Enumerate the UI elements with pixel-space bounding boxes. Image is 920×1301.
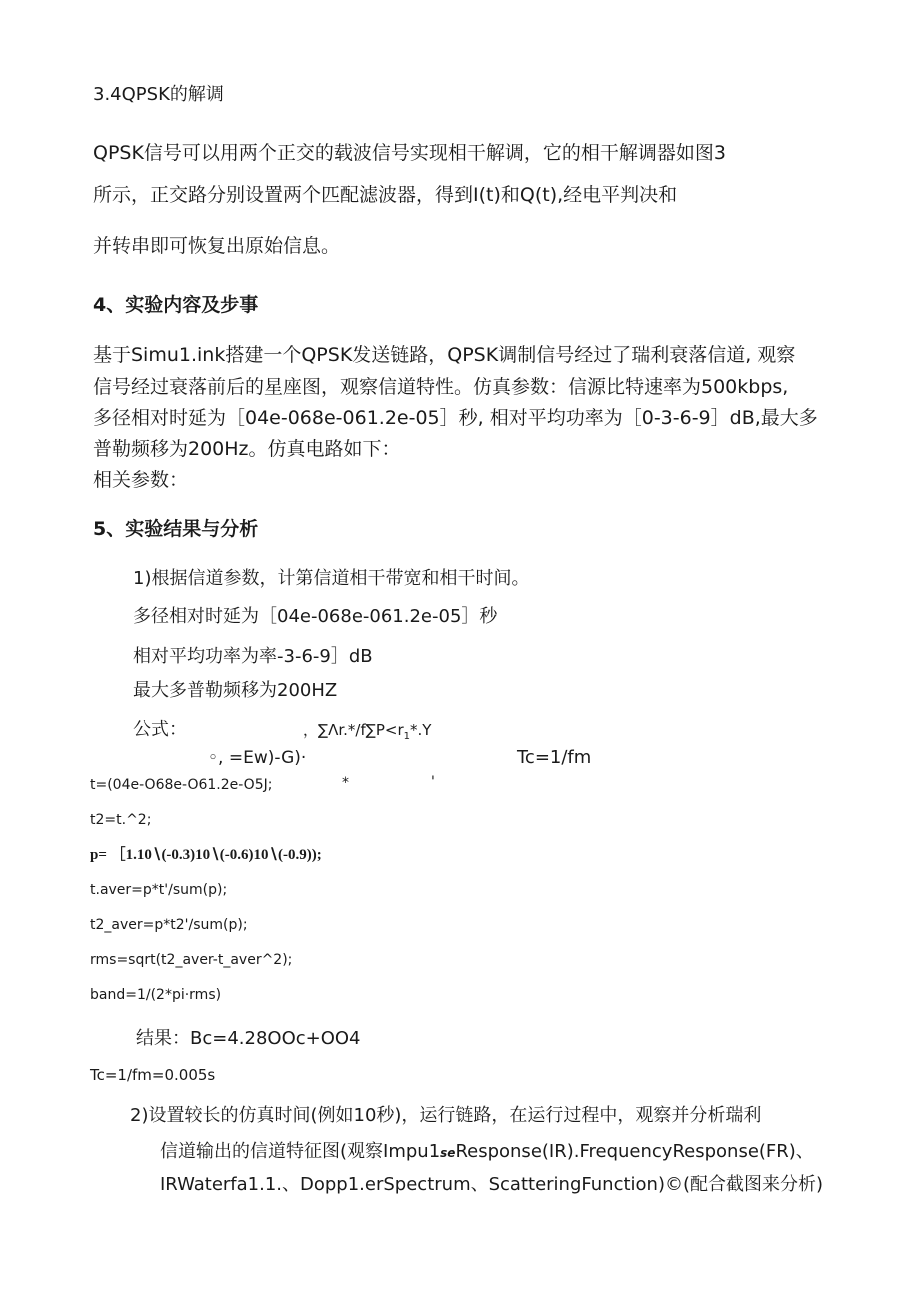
code-mark-star: *: [342, 775, 349, 791]
section-4-heading: 4、实验内容及步事: [93, 294, 259, 316]
code-mark-quote: ': [431, 774, 435, 790]
section-3-4-heading: 3.4QPSK的解调: [93, 84, 224, 105]
param-delay: 多径相对时延为［04e-068e-061.2e-05］秒: [133, 606, 498, 627]
section-4-para-line-5: 相关参数：: [93, 469, 189, 491]
item-2-line-2-tail: Response(IR).FrequencyResponse(FR)、: [455, 1141, 814, 1162]
section-3-4-para-line-3: 并转串即可恢复出原始信息。: [93, 235, 341, 257]
formula-c: Tc=1∕fm: [517, 747, 592, 768]
code-line-2: t2=t.^2;: [90, 812, 152, 828]
item-1-title: 1)根据信道参数，计第信道相干带宽和相干时间。: [133, 568, 530, 589]
param-power: 相对平均功率为率-3-6-9］dB: [133, 646, 373, 667]
section-5-heading: 5、实验结果与分析: [93, 518, 259, 540]
code-line-4: t.aver=p*t'∕sum(p);: [90, 882, 228, 898]
item-2-line-1: 2)设置较长的仿真时间(例如10秒)，运行链路，在运行过程中，观察并分析瑞利: [130, 1105, 762, 1126]
item-2-line-3: IRWaterfa1.1.、Dopp1.erSpectrum、ScatteringFunction)©(配合截图来分析): [160, 1174, 824, 1195]
item-2-line-2-small: se: [440, 1146, 456, 1160]
formula-b: ◦, =Ew)-G)·: [208, 748, 307, 768]
formula-a-tail: *.Y: [410, 721, 432, 739]
code-line-5: t2_aver=p*t2'∕sum(p);: [90, 917, 248, 933]
code-line-7: band=1∕(2*pi·rms): [90, 987, 222, 1003]
code-line-6: rms=sqrt(t2_aver-t_aver^2);: [90, 952, 293, 968]
section-3-4-para-line-1: QPSK信号可以用两个正交的载波信号实现相干解调，它的相干解调器如图3: [93, 142, 727, 164]
code-line-3: p= ［1.10∖(-0.3)10∖(-0.6)10∖(-0.9));: [90, 847, 322, 863]
section-4-para-line-2: 信号经过衰落前后的星座图，观察信道特性。仿真参数：信源比特速率为500kbps,: [93, 376, 789, 398]
code-line-1: t=(04e-O68e-O61.2e-O5J;: [90, 777, 273, 793]
result-bc: 结果：Bc=4.28OOc+OO4: [136, 1028, 361, 1049]
formula-a-main: ，∑Λr.*/f∑P<r: [303, 721, 404, 739]
item-2-line-2-head: 信道输出的信道特征图(观察Impu1: [160, 1141, 441, 1162]
formula-a: [303, 721, 431, 744]
formula-a-subscript: 1: [403, 731, 411, 742]
section-3-4-para-line-2: 所示，正交路分别设置两个匹配滤波器，得到I(t)和Q(t),经电平判决和: [93, 184, 678, 206]
section-4-para-line-4: 普勒频移为200Hz。仿真电路如下：: [93, 438, 401, 460]
item-2-line-2: [160, 1141, 814, 1164]
formula-label: 公式：: [133, 719, 187, 740]
section-4-para-line-3: 多径相对时延为［04e-068e-061.2e-05］秒, 相对平均功率为［0-3-6-9］dB,最大多: [93, 407, 818, 429]
section-4-para-line-1: 基于Simu1.ink搭建一个QPSK发送链路，QPSK调制信号经过了瑞利衰落信道, 观察: [93, 344, 796, 366]
param-doppler: 最大多普勒频移为200HZ: [133, 680, 338, 701]
result-tc: Tc=1∕fm=0.005s: [90, 1066, 216, 1084]
